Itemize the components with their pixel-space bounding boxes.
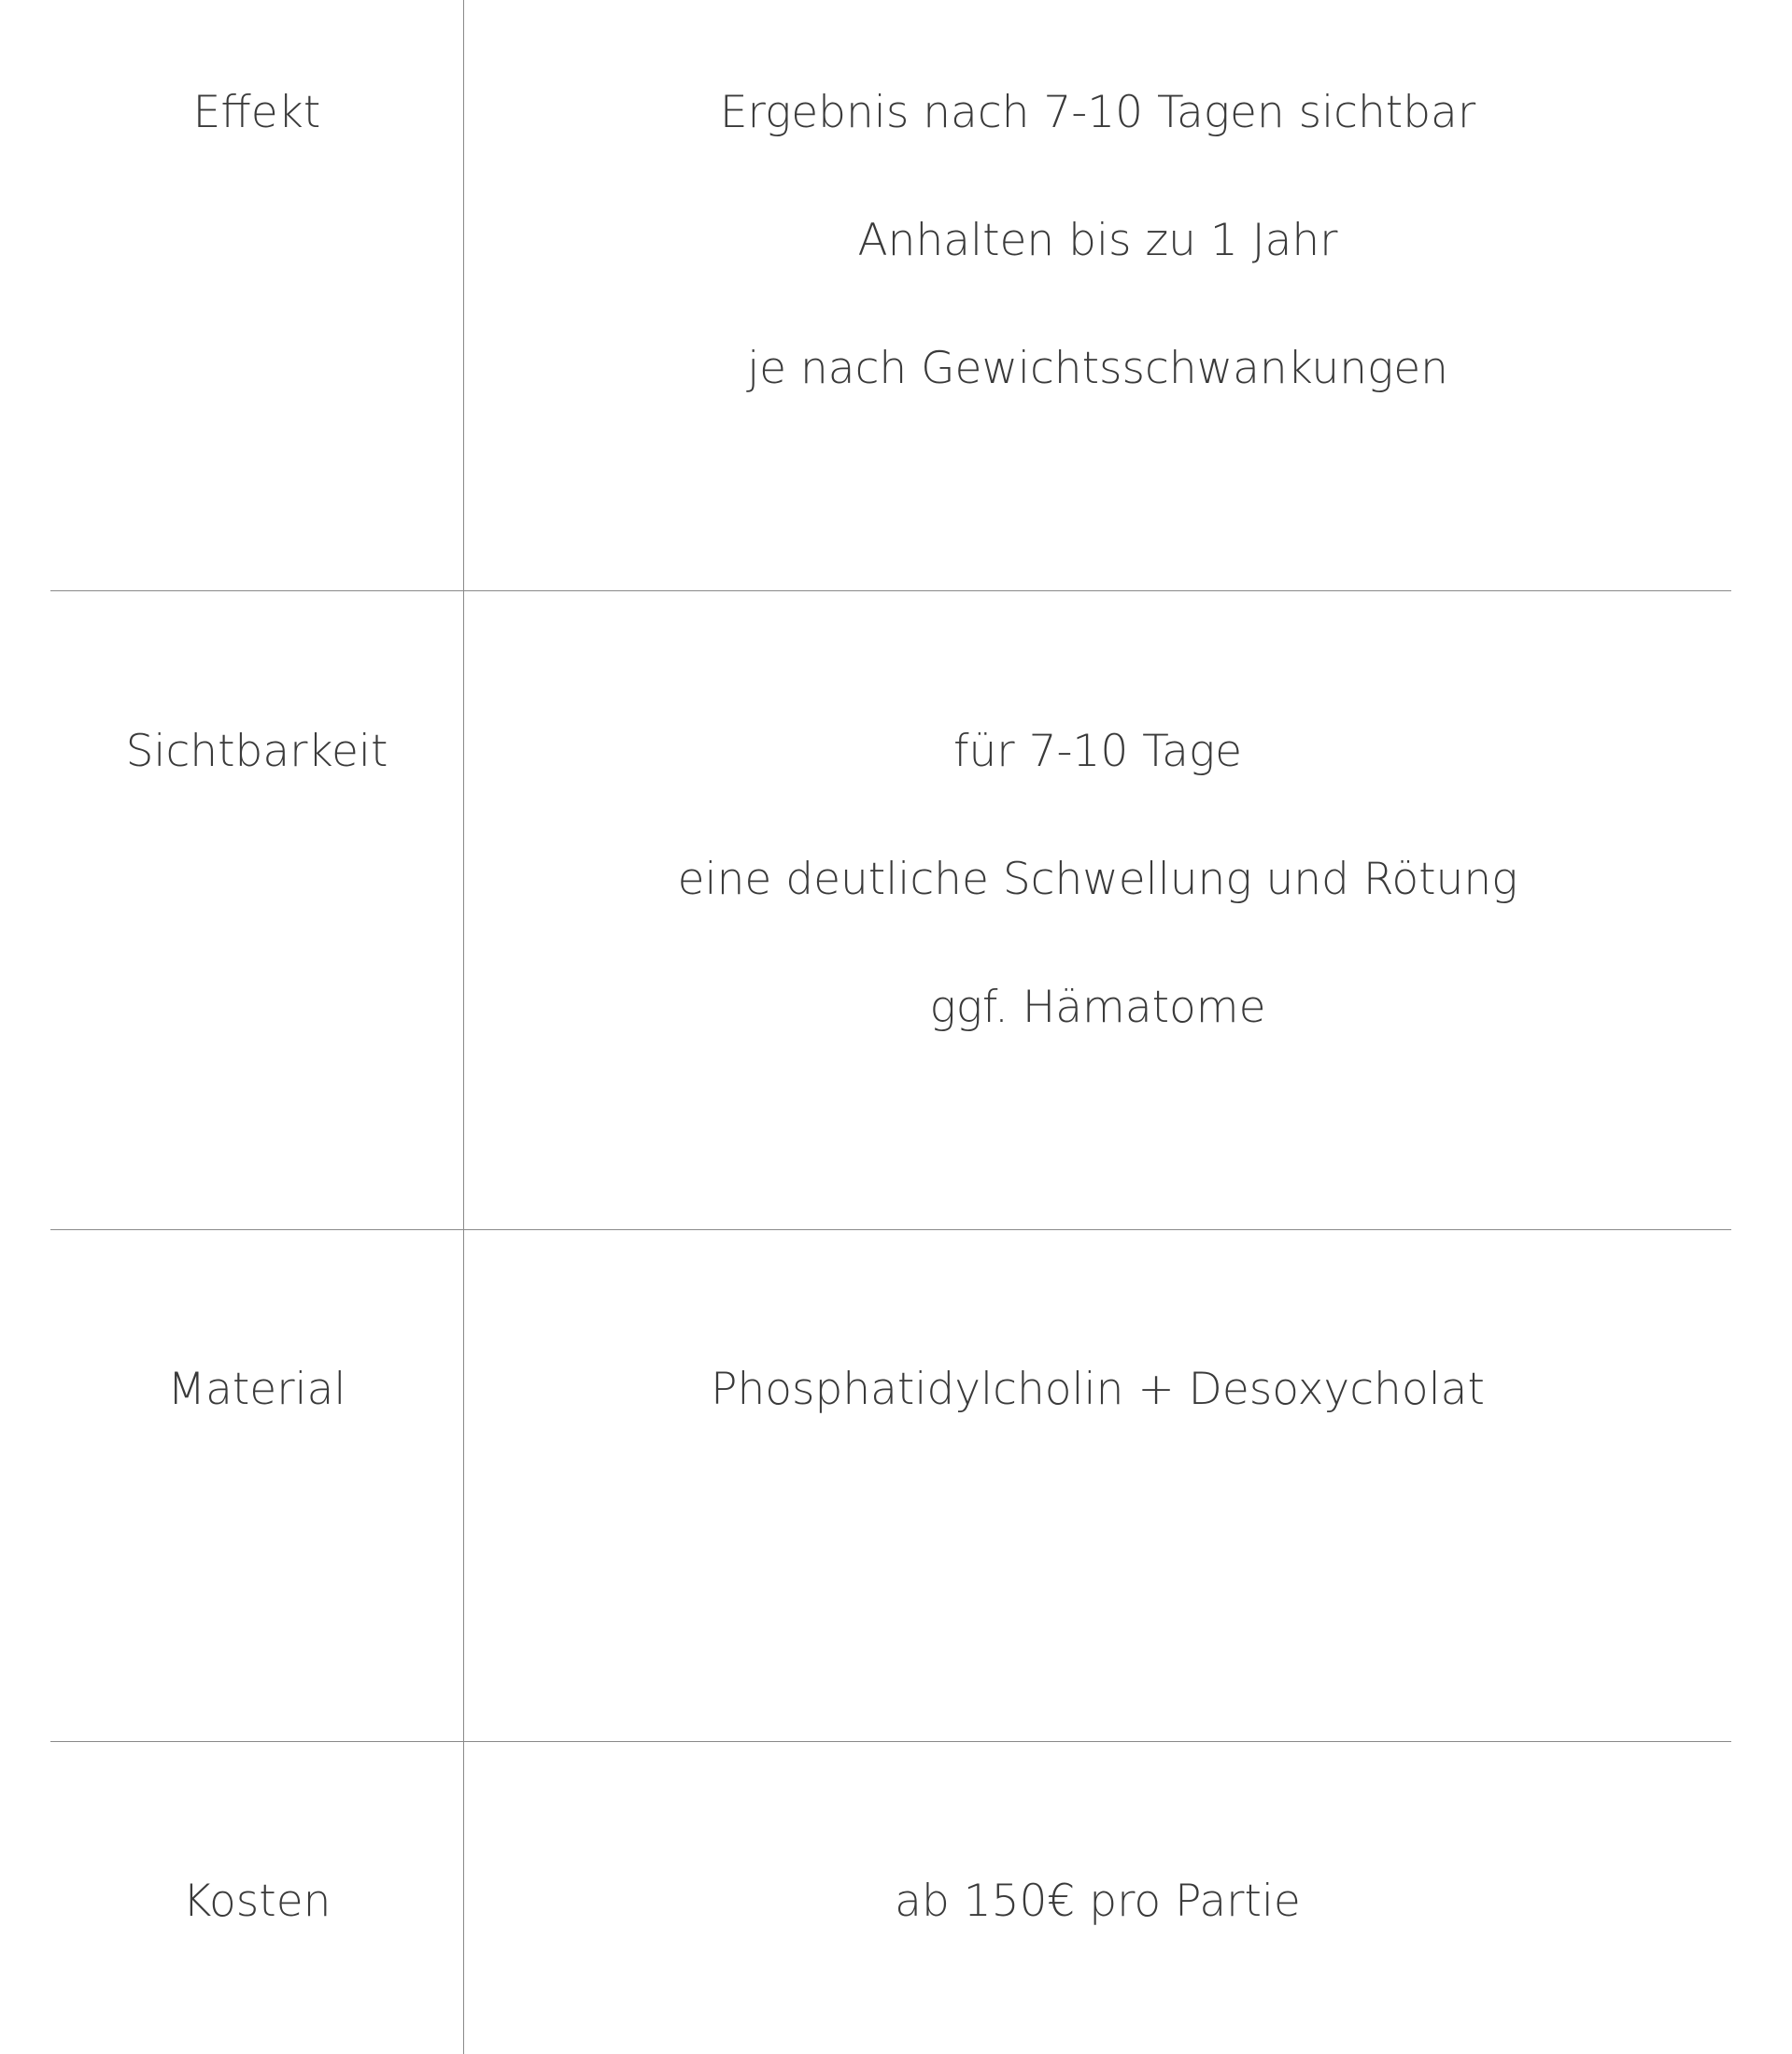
row-value: eine deutliche Schwellung und Rötung (677, 854, 1518, 905)
table-row-effekt (0, 0, 1792, 590)
row-values (464, 1365, 1731, 1493)
row-value: je nach Gewichtsschwankungen (747, 343, 1448, 394)
row-label: Effekt (192, 87, 321, 138)
table-row-material (0, 1229, 1792, 1741)
row-values (464, 1877, 1731, 2004)
row-value: Ergebnis nach 7-10 Tagen sichtbar (719, 87, 1476, 138)
row-values (464, 727, 1731, 1111)
table-row-sichtbarkeit (0, 590, 1792, 1229)
row-value: Phosphatidylcholin + Desoxycholat (711, 1364, 1485, 1415)
table-row-kosten (0, 1741, 1792, 2054)
row-value: ab 150€ pro Partie (895, 1876, 1301, 1927)
row-label: Sichtbarkeit (125, 726, 388, 777)
row-value: Anhalten bis zu 1 Jahr (857, 215, 1338, 266)
row-values (464, 88, 1731, 472)
row-label: Material (167, 1364, 346, 1415)
row-value: für 7-10 Tage (952, 726, 1243, 777)
row-label: Kosten (182, 1876, 332, 1927)
row-value: ggf. Hämatome (929, 982, 1266, 1033)
